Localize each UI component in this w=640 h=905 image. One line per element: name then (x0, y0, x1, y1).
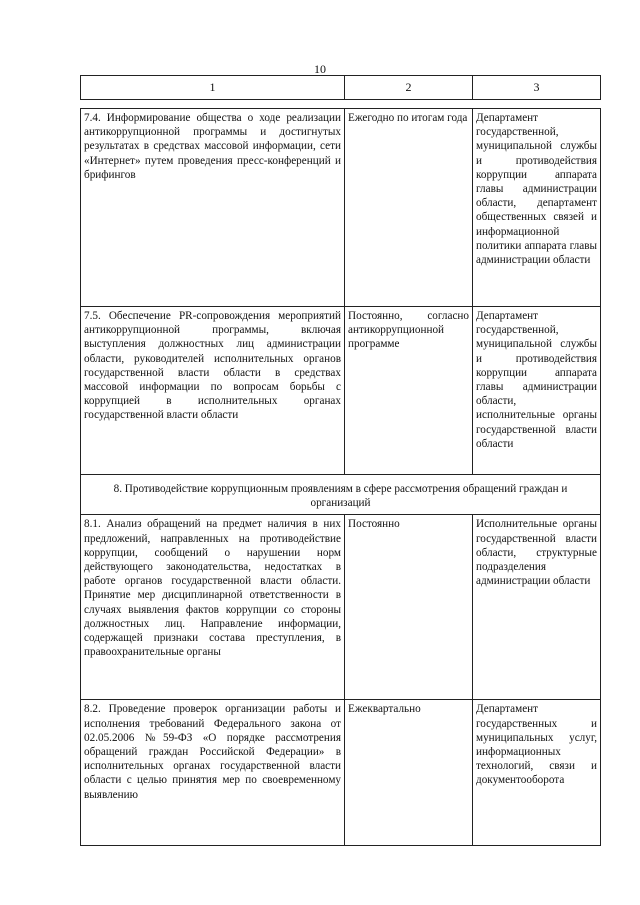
measure-period: Ежеквартально (345, 700, 473, 846)
header-col-1: 1 (81, 76, 345, 100)
section-title: 8. Противодействие коррупционным проявлениям в сфере рассмотрения обращений граждан и организаций (81, 475, 601, 515)
header-col-3: 3 (473, 76, 601, 100)
page-number: 10 (314, 62, 326, 76)
header-col-2: 2 (345, 76, 473, 100)
table-row (81, 307, 601, 475)
measure-text: 8.1. Анализ обращений на предмет наличия в них предложений, направленных на противодействие коррупции, сообщений о нарушении норм действующего законодательства, недостатках в работе органов государственной власти области. Принятие мер дисциплинарной ответственности в случаях выявления фактов коррупции со стороны должностных лиц. Направление информации, содержащей признаки состава преступления, в правоохранительные органы (81, 515, 345, 700)
measure-period: Ежегодно по итогам года (345, 109, 473, 307)
measure-text: 7.5. Обеспечение PR-сопровождения мероприятий антикоррупционной программы, включая выступления должностных лиц администрации области, руководителей исполнительных органов государственной власти области в средствах массовой информации по вопросам борьбы с коррупцией в исполнительных органах государственной власти области (81, 307, 345, 475)
measure-period: Постоянно, согласно антикоррупционной программе (345, 307, 473, 475)
measure-text: 8.2. Проведение проверок организации работы и исполнения требований Федерального закона от 02.05.2006 №59-ФЗ «О порядке рассмотрения обращений граждан Российской Федерации» в исполнительных органах государственной власти области с целью принятия мер по своевременному выявлению (81, 700, 345, 846)
table-row (81, 700, 601, 846)
table-row (81, 109, 601, 307)
measure-responsible: Департамент государственной, муниципальной службы и противодействия коррупции аппарата главы администрации области, департамент общественных связей и информационной политики аппарата главы администрации области (473, 109, 601, 307)
measure-period: Постоянно (345, 515, 473, 700)
measures-table (80, 108, 601, 846)
measure-text: 7.4. Информирование общества о ходе реализации антикоррупционной программы и достигнутых результатах в средствах массовой информации, сети «Интернет» путем проведения пресс-конференций и брифингов (81, 109, 345, 307)
measure-responsible: Департамент государственных и муниципальных услуг, информационных технологий, связи и документооборота (473, 700, 601, 846)
measure-responsible: Департамент государственной, муниципальной службы и противодействия коррупции аппарата главы администрации области, исполнительные органы государственной власти области (473, 307, 601, 475)
section-header-row (81, 475, 601, 515)
column-number-header (80, 75, 601, 100)
header-row (81, 76, 601, 100)
table-row (81, 515, 601, 700)
measure-responsible: Исполнительные органы государственной власти области, структурные подразделения администрации области (473, 515, 601, 700)
